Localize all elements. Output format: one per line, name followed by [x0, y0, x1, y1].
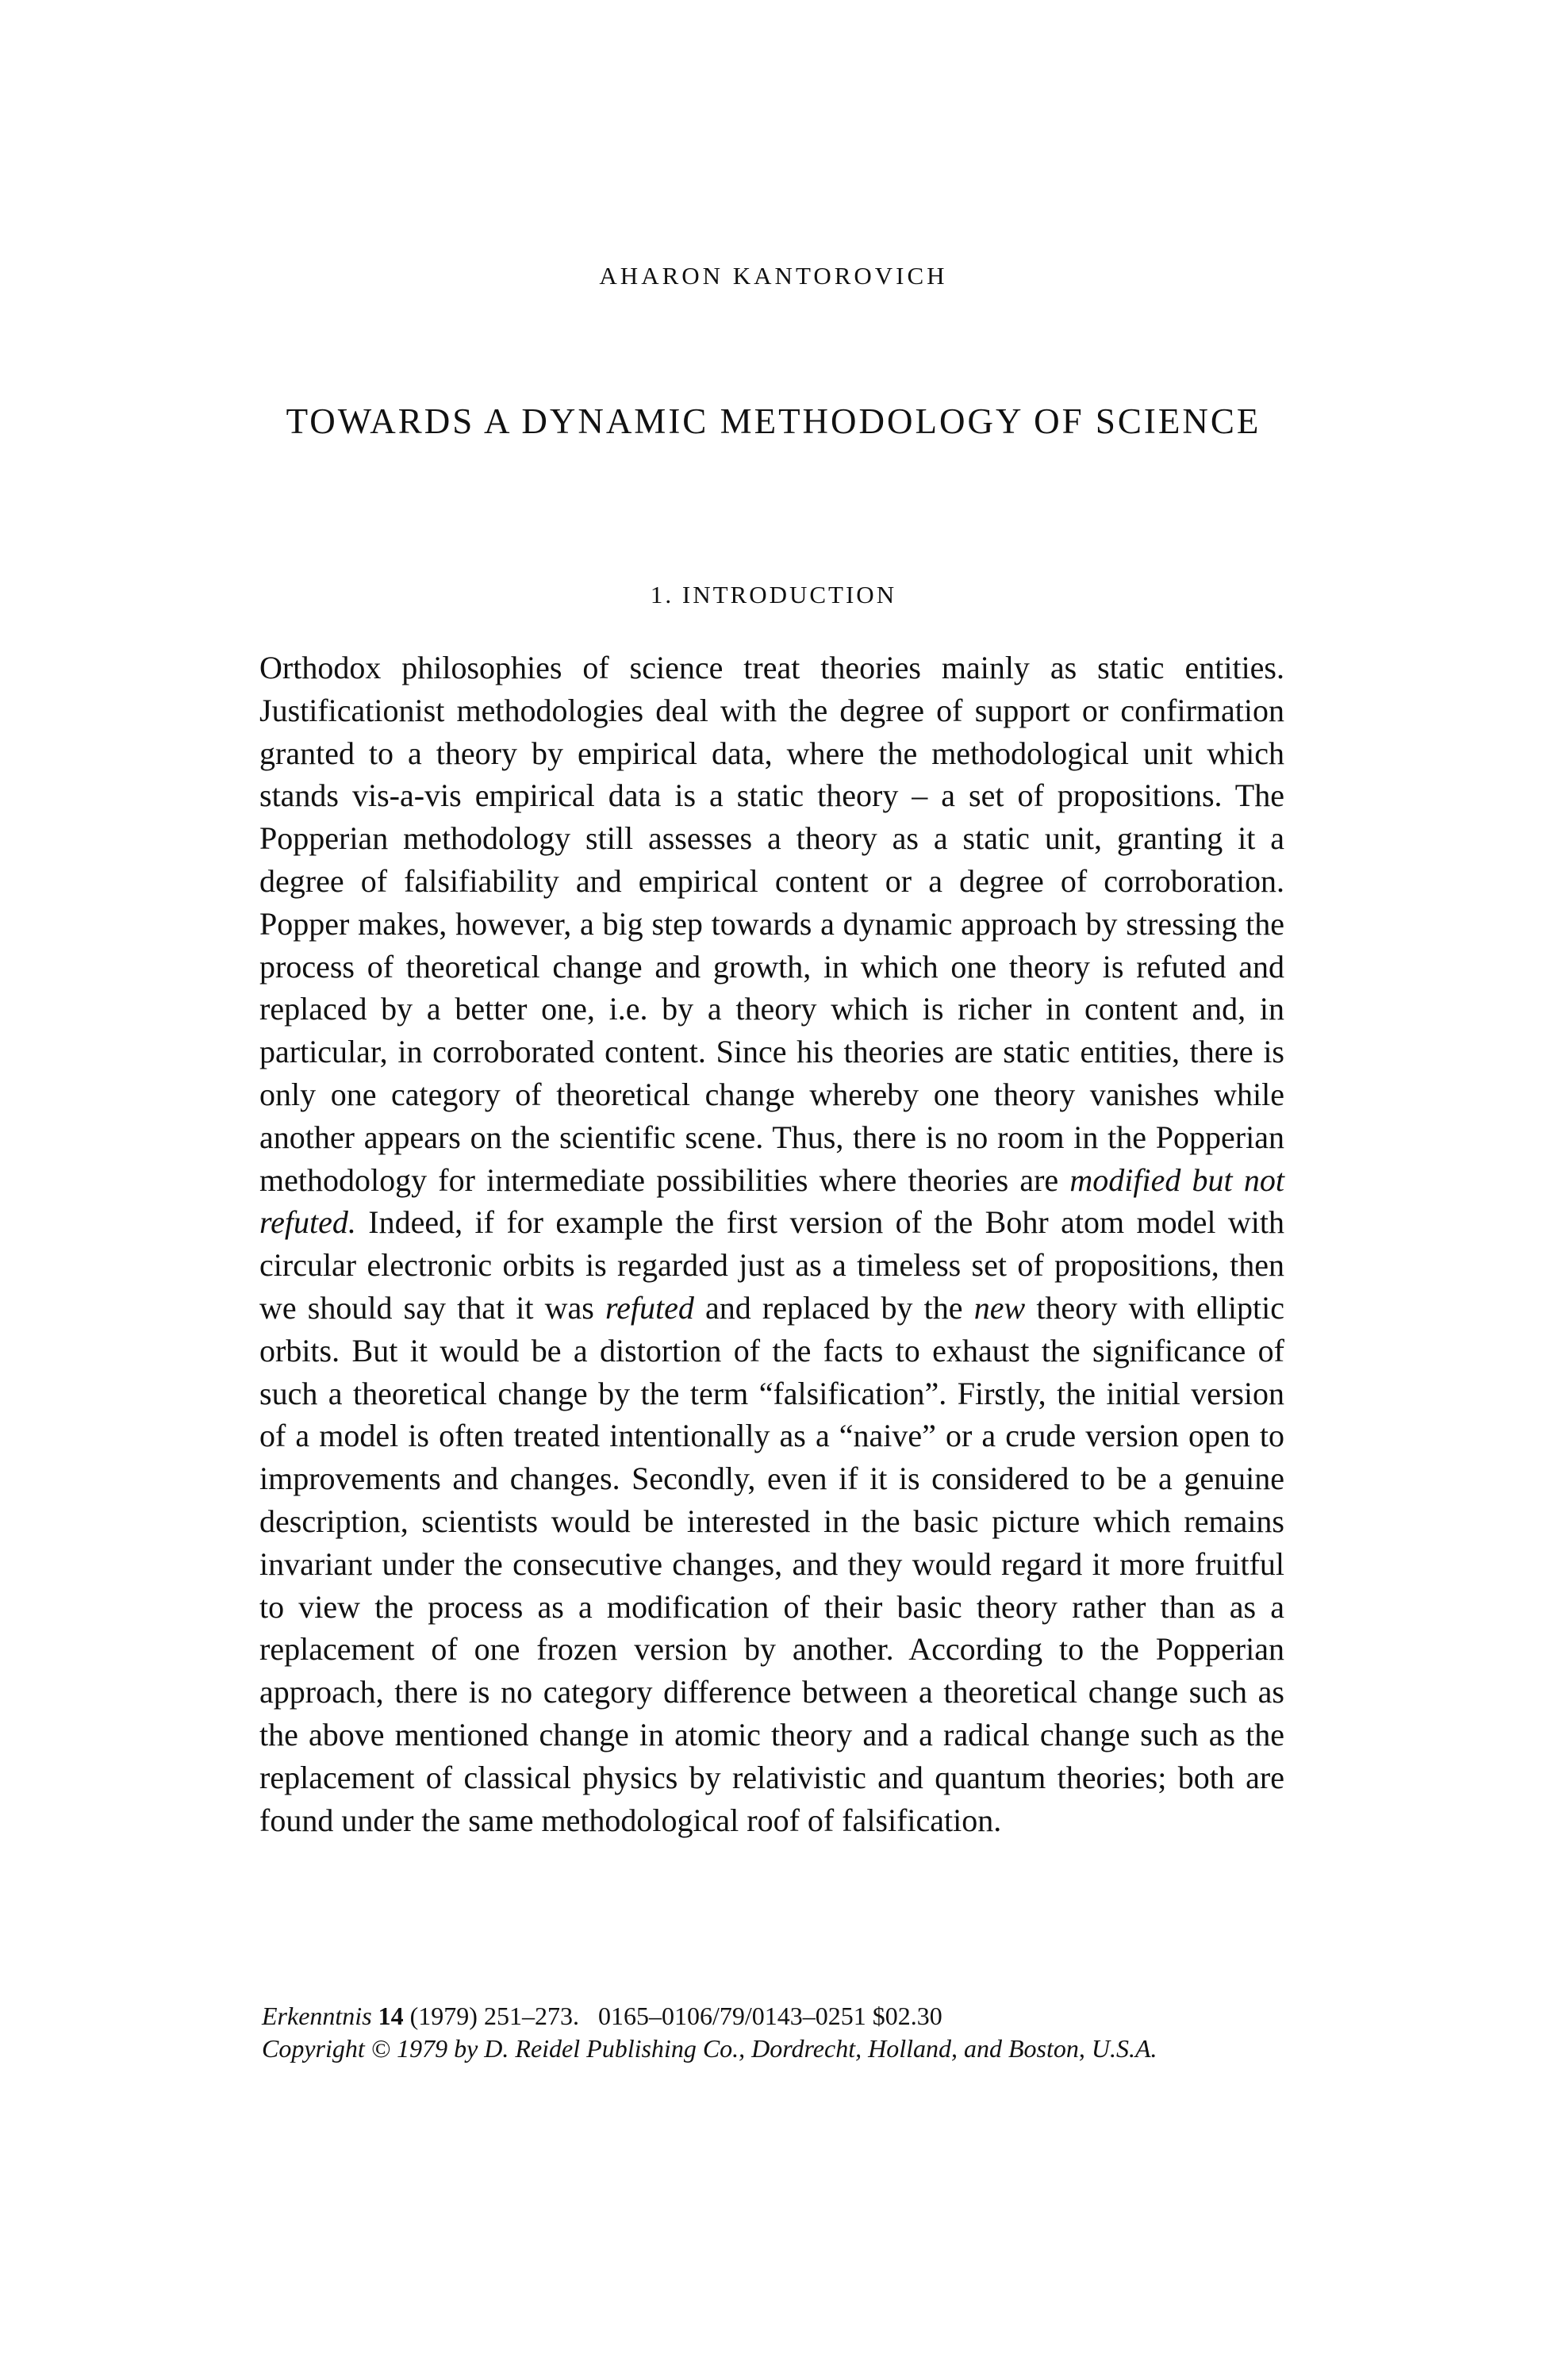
- body-text-run: Orthodox philosophies of science treat theories mainly as static entities. Justificationist methodologies deal with the degree of support or confirmation granted to a theory by empirical data, where the methodological unit which stands vis-a-vis empirical data is a static theory – a set of propositions. The Popperian methodology still assesses a theory as a static unit, granting it a degree of falsifiability and empirical content or a degree of corroboration. Popper makes, however, a big step towards a dynamic approach by stressing the process of theoretical change and growth, in which one theory is refuted and replaced by a better one, i.e. by a theory which is richer in content and, in particular, in corroborated content. Since his theories are static entities, there is only one category of theoretical change whereby one theory vanishes while another appears on the scientific scene. Thus, there is no room in the Popperian methodology for intermediate possibilities where theories are: [259, 650, 1284, 1198]
- journal-name: Erkenntnis: [262, 2002, 372, 2030]
- copyright-line: Copyright © 1979 by D. Reidel Publishing Co., Dordrecht, Holland, and Boston, U.S.A.: [262, 2034, 1157, 2063]
- emphasis-text: new: [973, 1289, 1026, 1326]
- emphasis-text: modified but not refuted.: [259, 1161, 1284, 1241]
- author-name: AHARON KANTOROVICH: [599, 262, 948, 290]
- section-heading: 1. INTRODUCTION: [650, 581, 897, 608]
- body-paragraph: [259, 647, 1284, 1841]
- journal-pages: (1979) 251–273.: [409, 2002, 579, 2030]
- paper-title: TOWARDS A DYNAMIC METHODOLOGY OF SCIENCE: [286, 401, 1261, 441]
- journal-code: 0165–0106/79/0143–0251 $02.30: [597, 2002, 942, 2030]
- footer-citation: [262, 2000, 1309, 2065]
- body-text-run: Indeed, if for example the first version of the Bohr atom model with circular electronic orbits is regarded just as a timeless set of propositions, then we should say that it was: [259, 1204, 1284, 1326]
- emphasis-text: refuted: [605, 1289, 694, 1326]
- citation-line: [262, 2000, 1309, 2033]
- body-text-run: and replaced by the: [693, 1289, 974, 1326]
- journal-volume: 14: [378, 2002, 404, 2030]
- body-text-run: theory with elliptic orbits. But it would be a distortion of the facts to exhaust the significance of such a theoretical change by the term “falsification”. Firstly, the initial version of a model is often treated intentionally as a “naive” or a crude version open to improvements and changes. Secondly, even if it is considered to be a genuine description, scientists would be interested in the basic picture which remains invariant under the consecutive changes, and they would regard it more fruitful to view the process as a modification of their basic theory rather than as a replacement of one frozen version by another. According to the Popperian approach, there is no category difference between a theoretical change such as the above mentioned change in atomic theory and a radical change such as the replacement of classical physics by relativistic and quantum theories; both are found under the same methodological roof of falsification.: [259, 1289, 1285, 1838]
